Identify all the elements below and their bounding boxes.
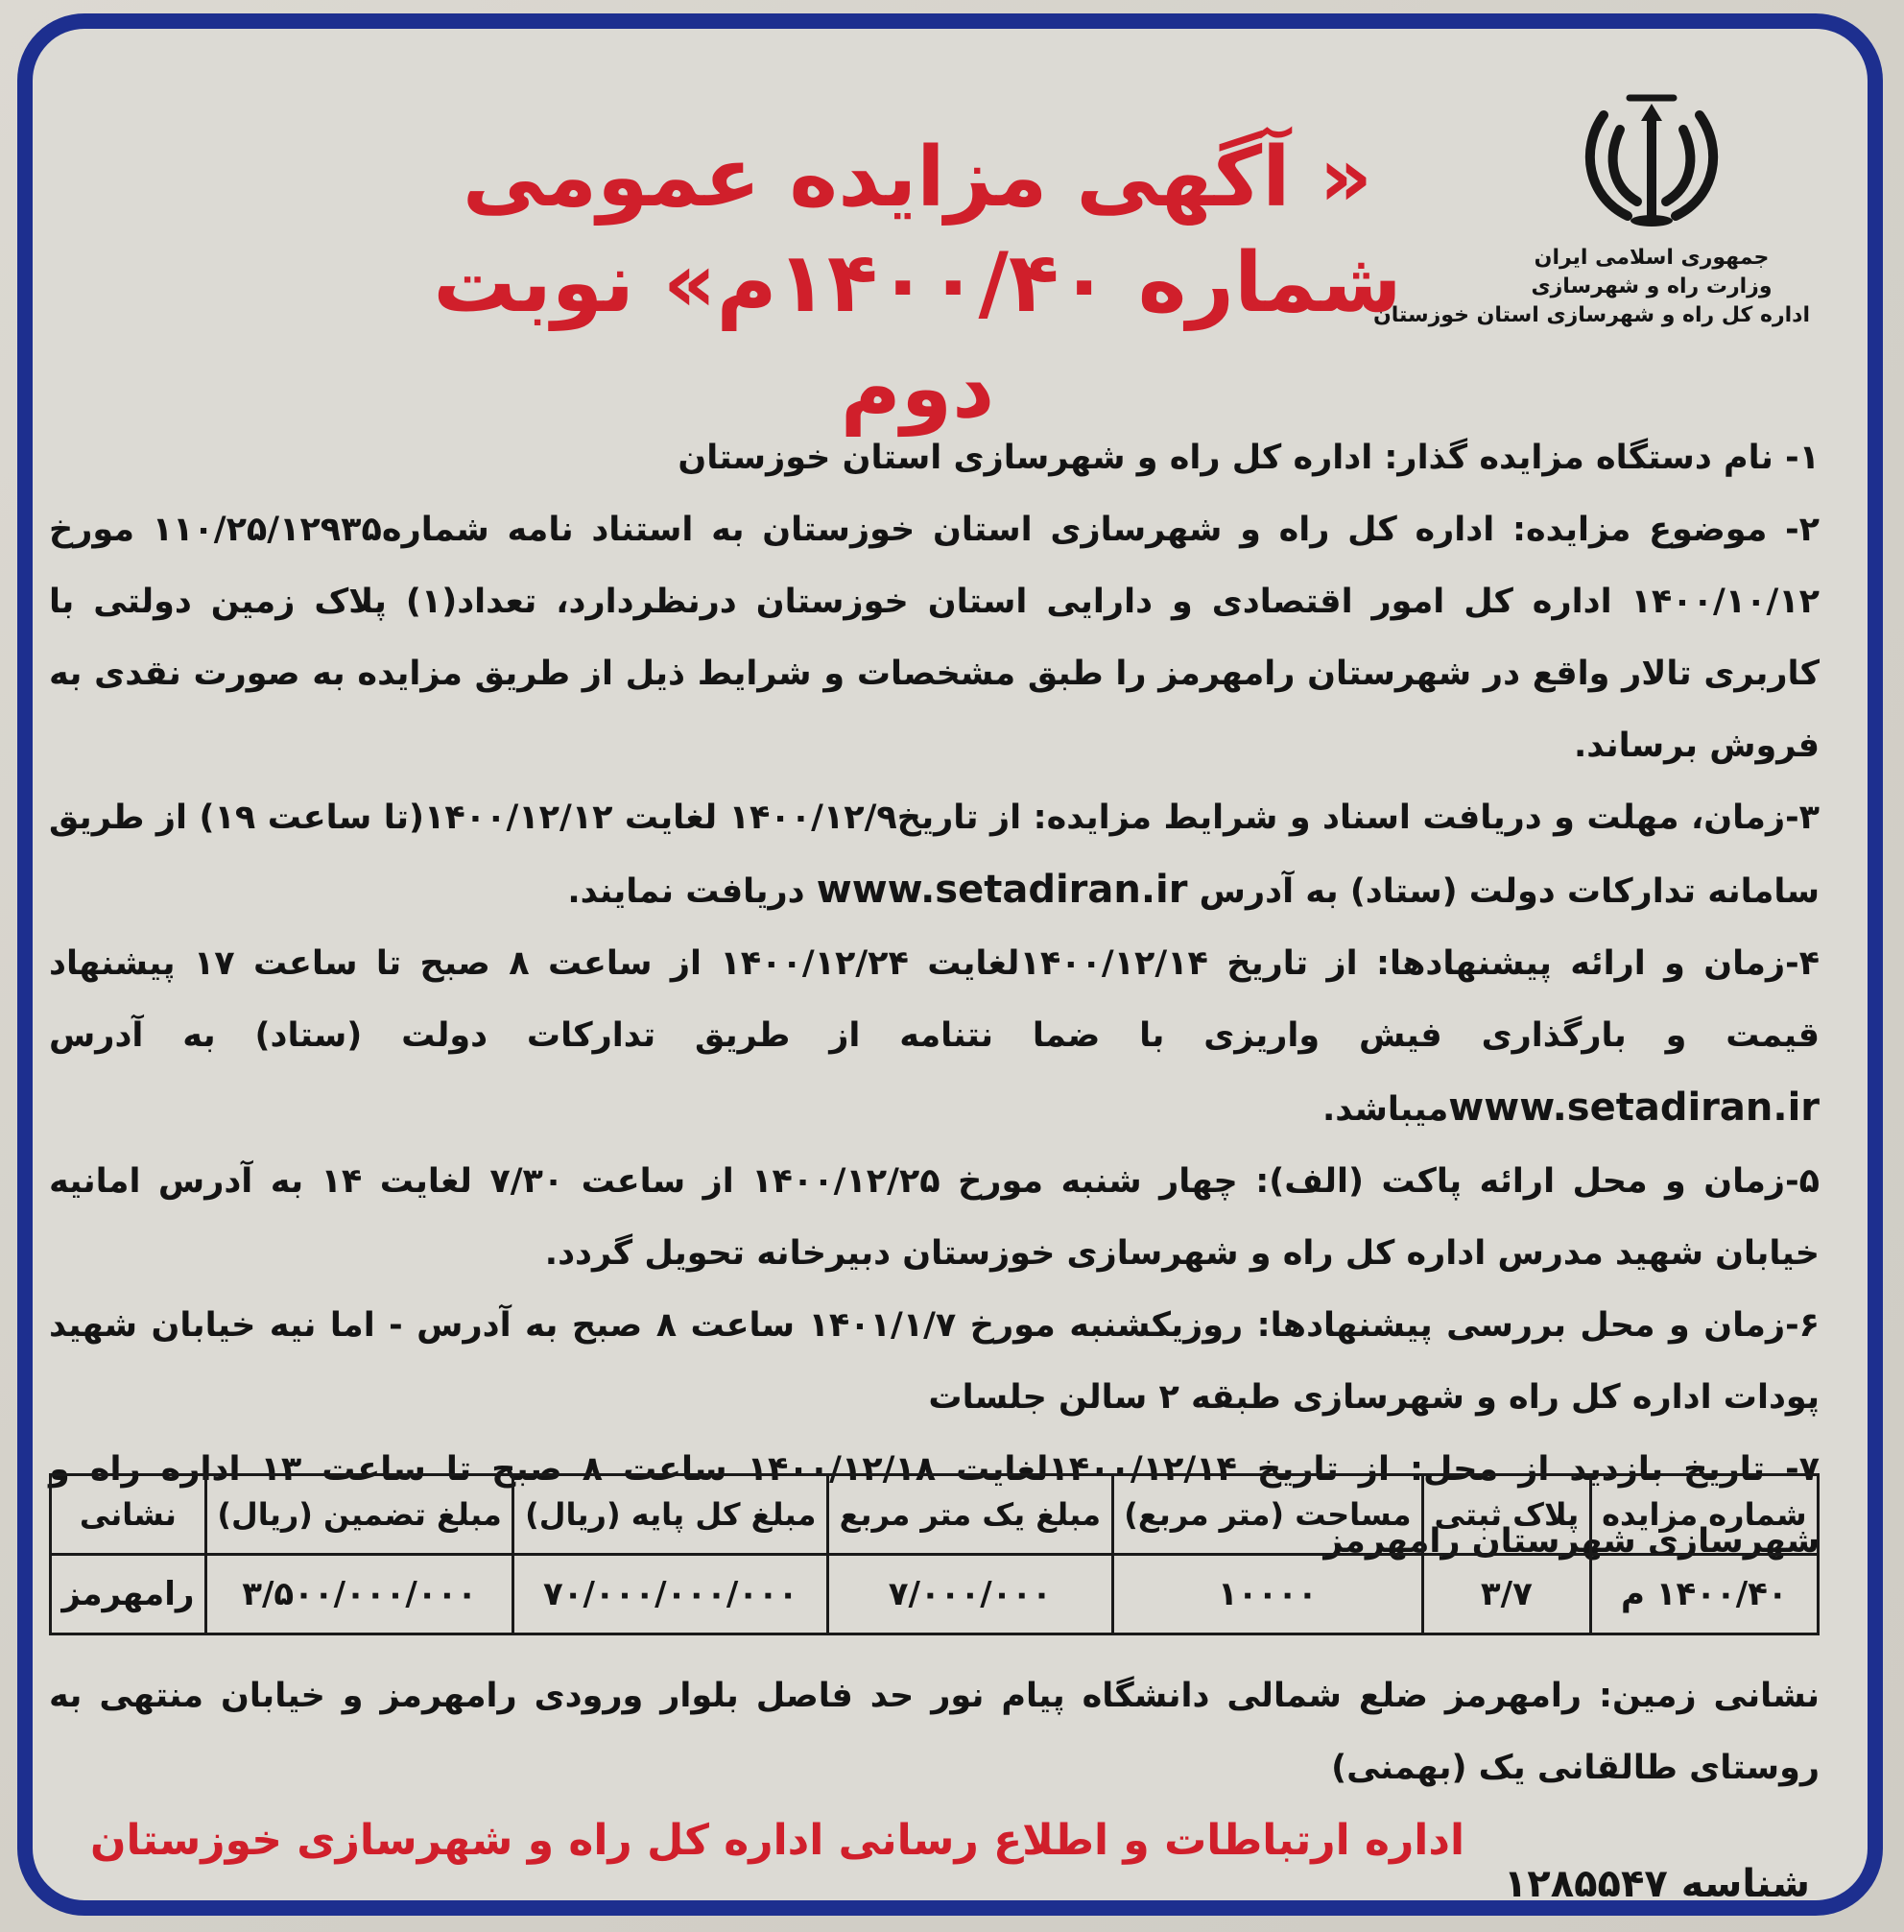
section-4 <box>49 928 1820 1146</box>
cell-auction-number: ۱۴۰۰/۴۰ م <box>1590 1555 1818 1634</box>
table-row <box>51 1555 1819 1634</box>
cell-base-price: ۷۰/۰۰۰/۰۰۰/۰۰۰ <box>513 1555 828 1634</box>
section-3-end: دریافت نمایند. <box>567 872 805 911</box>
iran-emblem-icon <box>1570 77 1733 240</box>
section-4-end: میباشد. <box>1321 1090 1449 1129</box>
header-auction-number: شماره مزایده <box>1590 1475 1818 1555</box>
section-1: ۱- نام دستگاه مزایده گذار: اداره کل راه و شهرسازی استان خوزستان <box>678 439 1820 477</box>
header-location: نشانی <box>51 1475 206 1555</box>
notice-sections <box>49 422 1820 1578</box>
notice-body <box>33 29 1868 1906</box>
header-area: مساحت (متر مربع) <box>1112 1475 1423 1555</box>
land-address: نشانی زمین: رامهرمز ضلع شمالی دانشگاه پیام نور حد فاصل بلوار ورودی رامهرمز و خیابان منتهی به روستای طالقانی یک (بهمنی) <box>49 1677 1820 1787</box>
section-3-text: ۳-زمان، مهلت و دریافت اسناد و شرایط مزایده: از تاریخ۱۴۰۰/۱۲/۹ لغایت ۱۴۰۰/۱۲/۱۲(تا ساعت ۱۹) از طریق سامانه تدارکات دولت (ستاد) به آدرس <box>49 799 1821 911</box>
cell-location: رامهرمز <box>51 1555 206 1634</box>
section-4-text: ۴-زمان و ارائه پیشنهادها: از تاریخ ۱۴۰۰/۱۲/۱۴لغایت ۱۴۰۰/۱۲/۲۴ از ساعت ۸ صبح تا ساعت ۱۷ پیشنهاد قیمت و بارگذاری فیش واریزی با ضما نتنامه از طریق تدارکات دولت (ستاد) به آدرس <box>49 944 1820 1055</box>
header-registration-plate: پلاک ثبتی <box>1423 1475 1590 1555</box>
section-5: ۵-زمان و محل ارائه پاکت (الف): چهار شنبه مورخ ۱۴۰۰/۱۲/۲۵ از ساعت ۷/۳۰ لغایت ۱۴ به آدرس امانیه خیابان شهید مدرس اداره کل راه و شهرسازی خوزستان دبیرخانه تحویل گردد. <box>49 1162 1820 1273</box>
section-6: ۶-زمان و محل بررسی پیشنهادها: روزیکشنبه مورخ ۱۴۰۱/۱/۷ ساعت ۸ صبح به آدرس - اما نیه خیابان شهید پودات اداره کل راه و شهرسازی طبقه ۲ سالن جلسات <box>49 1306 1821 1417</box>
country-name: جمهوری اسلامی ایران <box>1534 246 1770 270</box>
section-3 <box>49 782 1820 928</box>
cell-registration-plate: ۳/۷ <box>1423 1555 1590 1634</box>
notice-identifier: شناسه ۱۲۸۵۵۴۷ <box>1503 1862 1810 1906</box>
cell-guarantee: ۳/۵۰۰/۰۰۰/۰۰۰ <box>205 1555 513 1634</box>
header-base-price: مبلغ کل پایه (ریال) <box>513 1475 828 1555</box>
title-line-1: « آگهی مزایده عمومی <box>462 130 1373 226</box>
header-guarantee: مبلغ تضمین (ریال) <box>205 1475 513 1555</box>
table-header-row <box>51 1475 1819 1555</box>
cell-area: ۱۰۰۰۰ <box>1112 1555 1423 1634</box>
department-name: اداره کل راه و شهرسازی استان خوزستان <box>1372 303 1810 327</box>
title-line-2: شماره ۱۴۰۰/۴۰م» نوبت دوم <box>433 235 1402 437</box>
cell-price-per-sqm: ۷/۰۰۰/۰۰۰ <box>828 1555 1113 1634</box>
section-7: ۷- تاریخ بازدید از محل: از تاریخ ۱۴۰۰/۱۲/۱۴لغایت ۱۴۰۰/۱۲/۱۸ ساعت ۸ صبح تا ساعت ۱۳ اداره راه و شهرسازی شهرستان رامهرمز <box>49 1450 1820 1561</box>
ministry-header <box>1372 77 1810 330</box>
header-price-per-sqm: مبلغ یک متر مربع <box>828 1475 1113 1555</box>
public-relations-office: اداره ارتباطات و اطلاع رسانی اداره کل راه و شهرسازی خوزستان <box>90 1816 1465 1865</box>
section-2: ۲- موضوع مزایده: اداره کل راه و شهرسازی استان خوزستان به استناد نامه شماره۱۱۰/۲۵/۱۲۹۳۵ مورخ ۱۴۰۰/۱۰/۱۲ اداره کل امور اقتصادی و دارایی استان خوزستان درنظردارد، تعداد(۱) پلاک زمین دولتی با کاربری تالار واقع در شهرستان رامهرمز را طبق مشخصات و شرایط ذیل از طریق مزایده به صورت نقدی به فروش برساند. <box>49 511 1821 765</box>
setad-url-2[interactable]: www.setadiran.ir <box>1448 1085 1820 1130</box>
setad-url[interactable]: www.setadiran.ir <box>816 868 1188 912</box>
notice-title <box>351 125 1484 441</box>
notice-frame <box>17 13 1883 1916</box>
auction-table <box>49 1473 1820 1635</box>
ministry-name: وزارت راه و شهرسازی <box>1531 274 1773 298</box>
